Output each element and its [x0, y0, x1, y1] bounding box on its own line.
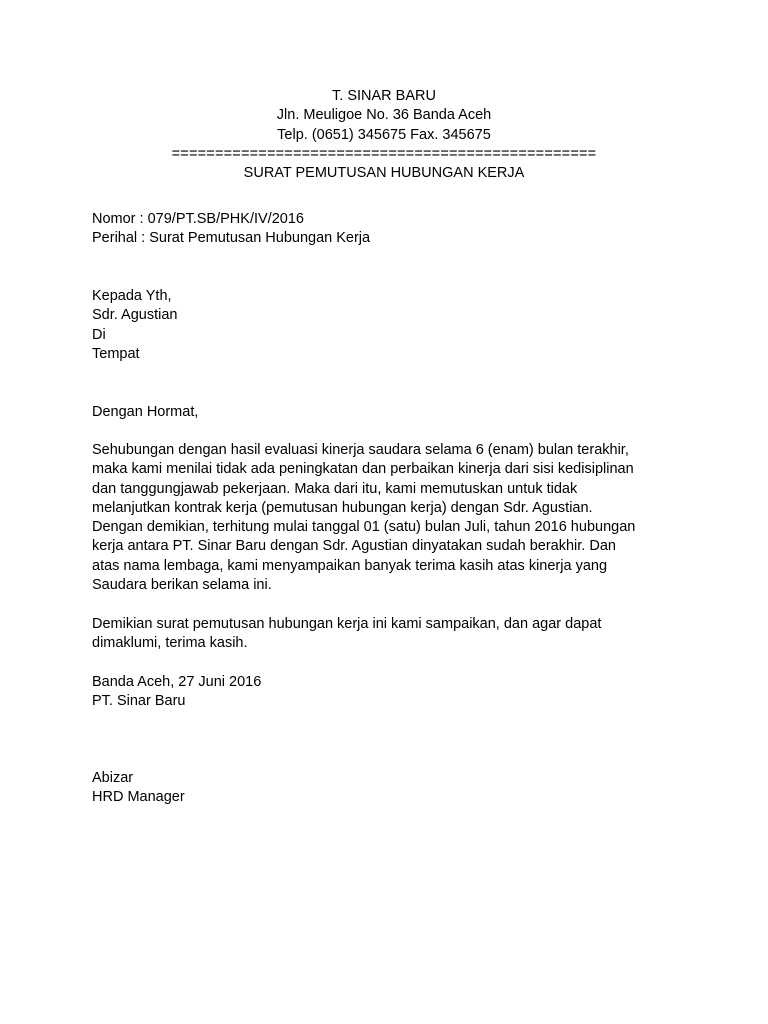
place-date: Banda Aceh, 27 Juni 2016 — [92, 674, 262, 690]
company-address: Jln. Meuligoe No. 36 Banda Aceh — [276, 107, 492, 124]
paragraph-closing — [92, 615, 692, 654]
signatory-name: Abizar — [92, 770, 134, 786]
paragraph-line: Sehubungan dengan hasil evaluasi kinerja saudara selama 6 (enam) bulan terakhir, — [92, 442, 629, 458]
paragraph-line: atas nama lembaga, kami menyampaikan banyak terima kasih atas kinerja yang — [92, 557, 608, 574]
paragraph-line: Demikian surat pemutusan hubungan kerja ini kami sampaikan, dan agar dapat — [92, 616, 602, 632]
reference-subject: Perihal : Surat Pemutusan Hubungan Kerja — [92, 230, 371, 247]
paragraph-line: kerja antara PT. Sinar Baru dengan Sdr. Agustian dinyatakan sudah berakhir. Dan — [92, 538, 616, 555]
reference-block — [92, 210, 692, 249]
company-name: T. SINAR BARU — [332, 88, 436, 104]
paragraph-main — [92, 441, 692, 595]
paragraph-line: maka kami menilai tidak ada peningkatan dan perbaikan kinerja dari sisi kedisiplinan — [92, 461, 634, 478]
recipient-salutation: Kepada Yth, — [92, 288, 172, 304]
paragraph-line: dimaklumi, terima kasih. — [92, 635, 248, 652]
paragraph-line: Saudara berikan selama ini. — [92, 577, 272, 594]
greeting — [92, 403, 692, 422]
closing-block — [92, 673, 692, 712]
header-separator: ================================================= — [171, 145, 597, 162]
recipient-location: Tempat — [92, 345, 140, 362]
paragraph-line: Dengan demikian, terhitung mulai tanggal 01 (satu) bulan Juli, tahun 2016 hubungan — [92, 519, 636, 536]
paragraph-line: dan tanggungjawab pekerjaan. Maka dari itu, kami memutuskan untuk tidak — [92, 480, 578, 497]
recipient-block — [92, 287, 692, 364]
letterhead — [92, 87, 676, 183]
signatory-position: HRD Manager — [92, 789, 185, 806]
recipient-location-label: Di — [92, 326, 106, 343]
company-contact: Telp. (0651) 345675 Fax. 345675 — [277, 126, 491, 143]
reference-number: Nomor : 079/PT.SB/PHK/IV/2016 — [92, 211, 304, 227]
greeting-text: Dengan Hormat, — [92, 404, 199, 420]
letter-title: SURAT PEMUTUSAN HUBUNGAN KERJA — [243, 165, 525, 182]
signature-block — [92, 769, 692, 808]
paragraph-line: melanjutkan kontrak kerja (pemutusan hubungan kerja) dengan Sdr. Agustian. — [92, 499, 593, 516]
closing-organization: PT. Sinar Baru — [92, 693, 186, 710]
recipient-name: Sdr. Agustian — [92, 307, 178, 324]
